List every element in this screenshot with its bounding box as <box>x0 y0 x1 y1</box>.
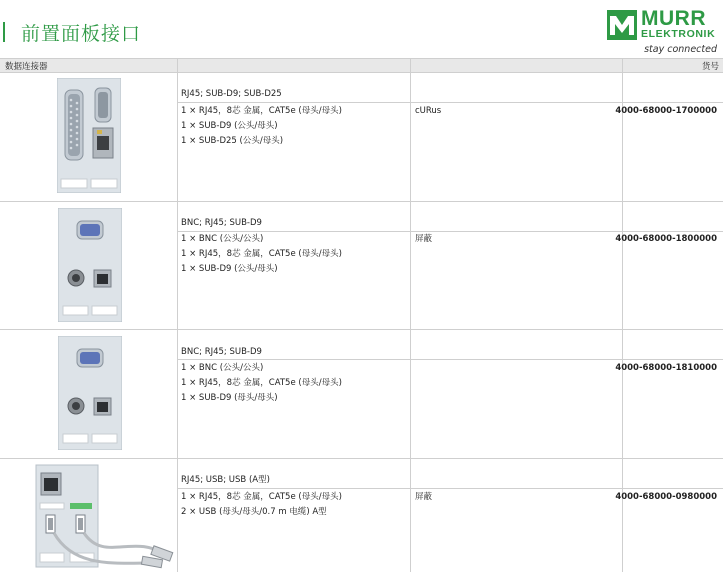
spec-line: 1 × SUB-D9 (母头/母头) <box>181 393 278 403</box>
table-column-header <box>0 58 723 73</box>
murr-logo-icon <box>607 10 637 40</box>
column-divider <box>410 58 411 572</box>
article-number: 4000-68000-1700000 <box>615 106 717 116</box>
row-divider <box>0 201 723 202</box>
spec-line: 1 × RJ45，8芯 金属，CAT5e (母头/母头) <box>181 249 342 259</box>
spec-line: 1 × BNC (公头/公头) <box>181 363 264 373</box>
row-specs <box>181 361 342 406</box>
row-summary: BNC; RJ45; SUB-D9 <box>181 218 262 228</box>
row-summary: RJ45; SUB-D9; SUB-D25 <box>181 89 282 99</box>
murr-logo <box>607 8 717 58</box>
front-panel-rj45-subd9-subd25-image <box>57 78 121 193</box>
brand-tagline: stay connected <box>644 44 717 55</box>
page-header <box>0 0 723 58</box>
spec-line: 1 × SUB-D9 (公头/母头) <box>181 264 278 274</box>
row-summary: RJ45; USB; USB (A型) <box>181 475 270 485</box>
row-divider <box>0 329 723 330</box>
brand-sub: ELEKTRONIK <box>641 28 716 40</box>
row-specs <box>181 104 342 149</box>
row-subdivider <box>177 102 723 103</box>
spec-line: 2 × USB (母头/母头/0.7 m 电缆) A型 <box>181 507 327 517</box>
column-divider <box>177 58 178 572</box>
spec-line: 1 × SUB-D25 (公头/母头) <box>181 136 284 146</box>
row-summary: BNC; RJ45; SUB-D9 <box>181 347 262 357</box>
approval-label: cURus <box>415 106 442 116</box>
brand-name: MURR <box>641 7 706 30</box>
spec-line: 1 × SUB-D9 (公头/母头) <box>181 121 278 131</box>
approval-label: 屏蔽 <box>415 492 433 502</box>
approval-label: 屏蔽 <box>415 234 433 244</box>
article-number: 4000-68000-1810000 <box>615 363 717 373</box>
article-number: 4000-68000-0980000 <box>615 492 717 502</box>
front-panel-bnc-rj45-subd9-image <box>58 208 122 322</box>
front-panel-rj45-usb-image <box>34 463 176 569</box>
spec-line: 1 × RJ45，8芯 金属，CAT5e (母头/母头) <box>181 492 342 502</box>
spec-line: 1 × RJ45，8芯 金属，CAT5e (母头/母头) <box>181 106 342 116</box>
row-specs <box>181 232 342 277</box>
spec-line: 1 × BNC (公头/公头) <box>181 234 264 244</box>
article-number: 4000-68000-1800000 <box>615 234 717 244</box>
row-specs <box>181 490 342 520</box>
row-divider <box>0 458 723 459</box>
title-accent-bar <box>3 22 5 42</box>
page-title: 前置面板接口 <box>21 23 142 45</box>
row-subdivider <box>177 488 723 489</box>
column-header-connectors: 数据连接器 <box>5 62 48 72</box>
front-panel-bnc-rj45-subd9-female-image <box>58 336 122 450</box>
column-header-article: 货号 <box>701 62 719 72</box>
spec-line: 1 × RJ45，8芯 金属，CAT5e (母头/母头) <box>181 378 342 388</box>
